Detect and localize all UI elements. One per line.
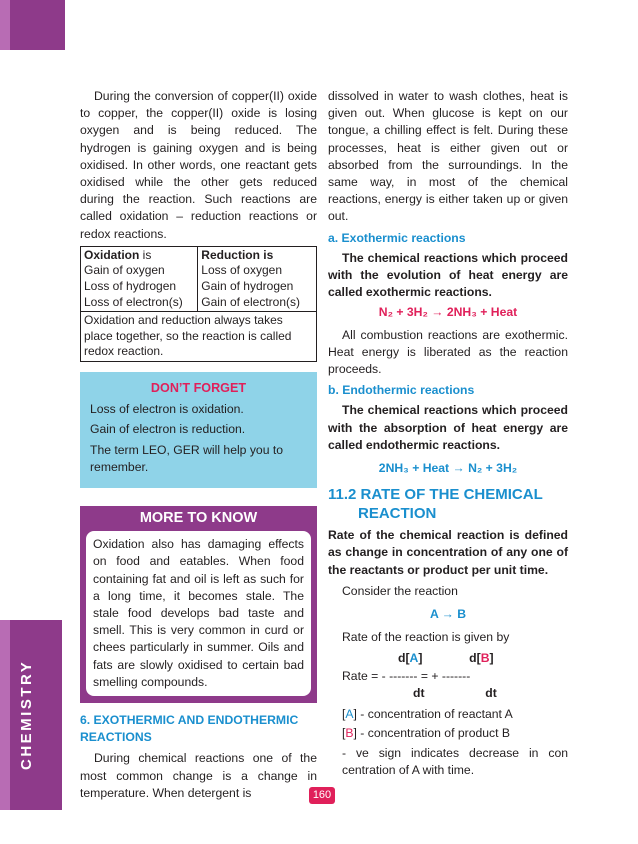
left-column [80, 88, 317, 802]
rate-numerators: d[A] d[B] [398, 651, 494, 666]
endothermic-equation: 2NH₃ + Heat → N₂ + 3H₂ [378, 461, 518, 476]
dont-forget-title: DON’T FORGET [150, 380, 247, 395]
right-column [328, 88, 568, 779]
more-to-know-text: Oxidation also has damaging effects on food and eatables. When food containing fat and oil is left as such for a long time, it becomes stale. The stale food develops bad taste and smell. This is very common in curd or chees particularly in summer. Oils and fats are slowly oxidised to certain bad smelling compounds. [93, 537, 304, 689]
negative-sign-note: - ve sign indicates decrease in con centration of A with time. [342, 745, 568, 777]
redox-table [80, 246, 317, 362]
rate-given-text: Rate of the reaction is given by [342, 630, 510, 645]
rate-definition: Rate of the chemical reaction is defined as change in concentration of any one of the reactants or product per unit time. [328, 528, 568, 577]
exothermic-heading: a. Exothermic reactions [328, 230, 466, 245]
combustion-text: All combustion reactions are exothermic. Heat energy is liberated as the reaction proceeds. [328, 327, 568, 377]
more-to-know-content [86, 531, 311, 696]
rate-expression: Rate = - ------- = + ------- [342, 668, 471, 683]
legend-a: [A] - concentration of reactant A [342, 707, 513, 722]
dont-forget-line: The term LEO, GER will help you to remember. [90, 442, 284, 474]
subject-label: CHEMISTRY [18, 659, 35, 770]
endothermic-heading: b. Endothermic reactions [328, 383, 475, 398]
redox-table-footer: Oxidation and reduction always takes place together, so the reaction is called redox reaction. [81, 312, 317, 362]
reaction-a-to-b: A → B [429, 607, 467, 622]
exothermic-definition: The chemical reactions which proceed with the evolution of heat energy are called exothermic reactions. [328, 250, 568, 300]
endothermic-definition: The chemical reactions which proceed with the absorption of heat energy are called endothermic reactions. [328, 403, 568, 452]
section-6-heading: 6. EXOTHERMIC AND ENDOTHERMIC REACTIONS [80, 713, 299, 745]
heat-paragraph: dissolved in water to wash clothes, heat is given out. When glucose is kept on our tongue, a chilling effect is felt. During these processes, heat is either given out or absorbed from the surroundings. In the same way, in most of the chemical reactions, energy is either taken up or given out. [328, 89, 568, 224]
reduction-cell: Reduction is Loss of oxygen Gain of hydrogen Gain of electron(s) [198, 246, 317, 311]
consider-text: Consider the reaction [342, 583, 458, 598]
dont-forget-line: Loss of electron is oxidation. [90, 402, 244, 417]
oxidation-cell: Oxidation is Gain of oxygen Loss of hydrogen Loss of electron(s) [81, 246, 198, 311]
top-color-tab-stripe [0, 0, 10, 50]
dont-forget-line: Gain of electron is reduction. [90, 422, 246, 437]
exothermic-equation: N₂ + 3H₂ → 2NH₃ + Heat [378, 305, 518, 320]
rate-denominators: dt dt [413, 685, 497, 700]
redox-paragraph: During the conversion of copper(II) oxide to copper, the copper(II) oxide is losing oxygen and is being reduced. The hydrogen is gaining oxygen and is being oxidised. In other words, one reactant gets oxidised while the other gets reduced during the reaction. Such reactions are called oxidation – reduction reactions or redox reactions. [80, 89, 317, 241]
more-to-know-title: MORE TO KNOW [139, 510, 258, 526]
dont-forget-box [80, 372, 317, 488]
legend-b: [B] - concentration of product B [342, 726, 511, 741]
side-color-tab-stripe [0, 620, 10, 810]
section-11-2-heading: 11.2 RATE OF THE CHEMICAL REACTION [328, 486, 543, 523]
more-to-know-box [80, 506, 317, 703]
page-number: 160 [309, 787, 335, 804]
section-6-text: During chemical reactions one of the most common change is a change in temperature. When detergent is [80, 751, 317, 800]
